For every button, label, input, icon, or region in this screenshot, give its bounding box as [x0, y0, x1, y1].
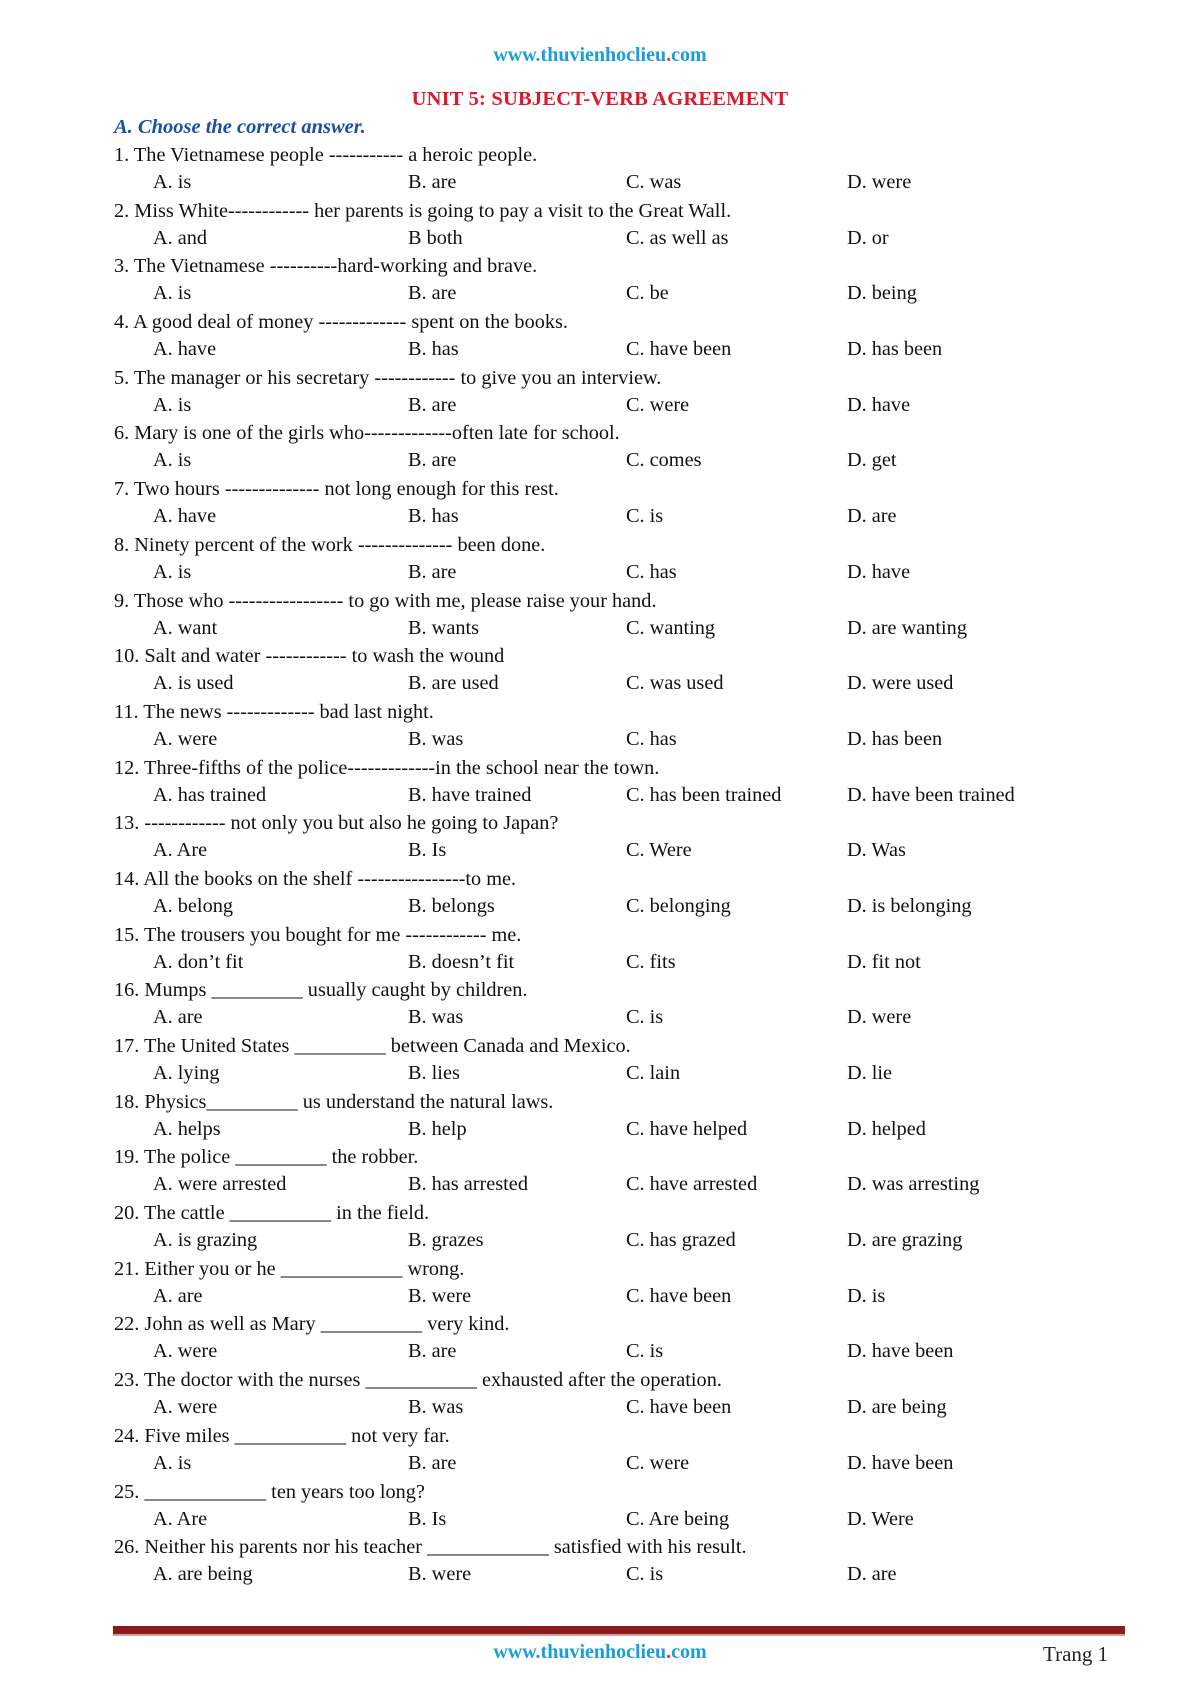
question-item — [114, 643, 1064, 699]
answer-options — [114, 893, 1064, 920]
answer-options — [114, 169, 1064, 196]
option-b: B. have trained — [408, 783, 532, 806]
question-item — [114, 142, 1064, 198]
option-b: B. Is — [408, 839, 447, 862]
option-b: B. lies — [408, 1062, 460, 1084]
option-a: A. Are — [153, 839, 208, 862]
option-d: D. has been — [847, 338, 943, 361]
option-c: C. lain — [626, 1062, 681, 1084]
option-b: B. wants — [408, 616, 479, 639]
question-item — [114, 1479, 1064, 1535]
option-a: A. and — [153, 226, 208, 249]
option-d: D. fit not — [847, 950, 921, 973]
option-d: D. are — [847, 505, 897, 528]
option-b: B. grazes — [408, 1229, 484, 1252]
option-c: C. was used — [626, 672, 724, 695]
question-stem: 14. All the books on the shelf ----------------to me. — [114, 867, 517, 890]
option-d: D. Was — [847, 839, 906, 862]
option-a: A. want — [153, 616, 218, 639]
question-stem: 23. The doctor with the nurses ___________ exhausted after the operation. — [114, 1369, 722, 1392]
option-c: C. have been — [626, 1284, 732, 1307]
answer-options — [114, 1394, 1064, 1421]
option-c: C. is — [626, 505, 664, 528]
question-item — [114, 532, 1064, 588]
option-c: C. were — [626, 393, 690, 416]
question-stem: 10. Salt and water ------------ to wash the wound — [114, 645, 505, 668]
option-a: A. is — [153, 393, 192, 416]
option-c: C. is — [626, 1006, 664, 1029]
option-c: C. have arrested — [626, 1173, 758, 1196]
option-d: D. is belonging — [847, 894, 972, 917]
option-a: A. were arrested — [153, 1173, 287, 1196]
question-stem: 6. Mary is one of the girls who-------------often late for school. — [114, 422, 620, 445]
option-c: C. has grazed — [626, 1229, 736, 1252]
answer-options — [114, 225, 1064, 252]
section-title: A. Choose the correct answer. — [114, 116, 366, 138]
option-c: C. fits — [626, 950, 676, 973]
option-c: C. is — [626, 1563, 664, 1586]
option-d: D. were — [847, 1006, 912, 1029]
question-stem: 7. Two hours -------------- not long enough for this rest. — [114, 478, 559, 501]
header-site-tld: com — [671, 44, 707, 66]
option-d: D. have — [847, 393, 911, 416]
option-d: D. are grazing — [847, 1229, 963, 1252]
option-a: A. were — [153, 727, 218, 750]
option-a: A. is grazing — [153, 1229, 258, 1252]
question-item — [114, 588, 1064, 644]
footer-site-dot: . — [666, 1641, 672, 1663]
option-b: B. are — [408, 282, 457, 305]
question-stem: 20. The cattle __________ in the field. — [114, 1202, 430, 1225]
option-a: A. is — [153, 560, 192, 583]
option-a: A. don’t fit — [153, 950, 244, 973]
answer-options — [114, 392, 1064, 419]
option-c: C. Were — [626, 839, 692, 862]
option-d: D. lie — [847, 1062, 893, 1084]
footer-site-main: www.thuvienhoclieu — [493, 1641, 667, 1663]
question-stem: 17. The United States _________ between Canada and Mexico. — [114, 1035, 631, 1057]
question-item — [114, 699, 1064, 755]
question-item — [114, 1534, 1064, 1590]
header-site-dot: . — [666, 44, 672, 66]
answer-options — [114, 1561, 1064, 1588]
option-b: B. are — [408, 1451, 457, 1474]
option-d: D. is — [847, 1284, 886, 1307]
option-a: A. were — [153, 1340, 218, 1363]
option-b: B. are — [408, 171, 457, 193]
option-c: C. Are being — [626, 1507, 730, 1530]
question-list — [114, 142, 1064, 1590]
question-stem: 8. Ninety percent of the work -------------- been done. — [114, 533, 546, 556]
question-stem: 13. ------------ not only you but also he going to Japan? — [114, 812, 559, 835]
question-stem: 15. The trousers you bought for me ------------ me. — [114, 923, 522, 946]
option-c: C. has — [626, 727, 677, 750]
answer-options — [114, 1450, 1064, 1477]
option-d: D. have been — [847, 1451, 954, 1474]
option-c: C. belonging — [626, 894, 731, 917]
answer-options — [114, 1227, 1064, 1254]
question-stem: 22. John as well as Mary __________ very kind. — [114, 1313, 510, 1336]
option-c: C. have helped — [626, 1117, 748, 1140]
question-stem: 25. ____________ ten years too long? — [114, 1480, 425, 1503]
answer-options — [114, 726, 1064, 753]
question-stem: 12. Three-fifths of the police-------------in the school near the town. — [114, 756, 660, 779]
option-c: C. comes — [626, 449, 702, 472]
option-d: D. were — [847, 171, 912, 193]
option-b: B. has arrested — [408, 1173, 528, 1196]
question-stem: 5. The manager or his secretary ------------ to give you an interview. — [114, 366, 662, 389]
option-b: B. belongs — [408, 894, 495, 917]
option-d: D. has been — [847, 727, 943, 750]
question-stem: 21. Either you or he ____________ wrong. — [114, 1257, 465, 1280]
answer-options — [114, 1506, 1064, 1533]
question-stem: 4. A good deal of money ------------- spent on the books. — [114, 311, 568, 334]
option-d: D. were used — [847, 672, 954, 695]
option-a: A. were — [153, 1396, 218, 1419]
option-a: A. has trained — [153, 783, 267, 806]
question-stem: 24. Five miles ___________ not very far. — [114, 1424, 450, 1447]
option-d: D. have — [847, 560, 911, 583]
answer-options — [114, 280, 1064, 307]
option-a: A. is — [153, 171, 192, 193]
option-a: A. lying — [153, 1062, 220, 1084]
option-a: A. helps — [153, 1117, 221, 1140]
option-b: B. was — [408, 727, 464, 750]
footer-site-tld: com — [671, 1641, 707, 1663]
option-d: D. are — [847, 1563, 897, 1586]
question-item — [114, 1311, 1064, 1367]
question-item — [114, 198, 1064, 254]
footer-divider — [113, 1626, 1125, 1636]
option-a: A. have — [153, 338, 217, 361]
option-c: C. has been trained — [626, 783, 782, 806]
question-item — [114, 1144, 1064, 1200]
question-item — [114, 309, 1064, 365]
question-item — [114, 253, 1064, 309]
question-stem: 9. Those who ----------------- to go with me, please raise your hand. — [114, 589, 657, 612]
answer-options — [114, 503, 1064, 530]
page-number: Trang 1 — [1043, 1642, 1109, 1666]
option-d: D. Were — [847, 1507, 914, 1530]
answer-options — [114, 615, 1064, 642]
question-item — [114, 1200, 1064, 1256]
option-b: B. are — [408, 1340, 457, 1363]
question-stem: 16. Mumps _________ usually caught by children. — [114, 979, 528, 1002]
option-c: C. were — [626, 1451, 690, 1474]
question-stem: 19. The police _________ the robber. — [114, 1146, 419, 1169]
answer-options — [114, 1116, 1064, 1143]
option-d: D. have been — [847, 1340, 954, 1363]
option-b: B. has — [408, 505, 459, 528]
option-d: D. have been trained — [847, 783, 1015, 806]
option-d: D. get — [847, 449, 897, 472]
question-stem: 3. The Vietnamese ----------hard-working and brave. — [114, 255, 538, 278]
option-a: A. Are — [153, 1507, 208, 1530]
header-site-link[interactable] — [0, 44, 1200, 67]
question-item — [114, 1089, 1064, 1145]
answer-options — [114, 559, 1064, 586]
option-a: A. are being — [153, 1563, 253, 1586]
option-a: A. is — [153, 1451, 192, 1474]
unit-title: UNIT 5: SUBJECT-VERB AGREEMENT — [411, 88, 789, 110]
option-a: A. are — [153, 1006, 203, 1029]
question-item — [114, 922, 1064, 978]
option-b: B. are used — [408, 672, 499, 695]
option-c: C. as well as — [626, 226, 729, 249]
question-item — [114, 365, 1064, 421]
answer-options — [114, 1171, 1064, 1198]
option-b: B. Is — [408, 1507, 447, 1530]
question-stem: 2. Miss White------------ her parents is going to pay a visit to the Great Wall. — [114, 199, 732, 222]
option-c: C. has — [626, 560, 677, 583]
option-b: B both — [408, 226, 463, 249]
question-stem: 26. Neither his parents nor his teacher ____________ satisfied with his result. — [114, 1536, 747, 1559]
option-c: C. was — [626, 171, 682, 193]
question-item — [114, 1256, 1064, 1312]
question-stem: 11. The news ------------- bad last night. — [114, 700, 434, 723]
question-item — [114, 1423, 1064, 1479]
option-a: A. is — [153, 282, 192, 305]
option-b: B. help — [408, 1117, 467, 1140]
question-stem: 18. Physics_________ us understand the natural laws. — [114, 1090, 554, 1113]
answer-options — [114, 670, 1064, 697]
option-a: A. belong — [153, 894, 233, 917]
option-d: D. helped — [847, 1117, 926, 1140]
answer-options — [114, 782, 1064, 809]
answer-options — [114, 336, 1064, 363]
option-a: A. is — [153, 449, 192, 472]
question-item — [114, 1367, 1064, 1423]
answer-options — [114, 1060, 1064, 1087]
option-c: C. have been — [626, 338, 732, 361]
answer-options — [114, 1338, 1064, 1365]
answer-options — [114, 949, 1064, 976]
answer-options — [114, 1004, 1064, 1031]
option-a: A. are — [153, 1284, 203, 1307]
option-c: C. be — [626, 282, 669, 305]
option-d: D. or — [847, 226, 889, 249]
option-b: B. were — [408, 1284, 472, 1307]
header-site-main: www.thuvienhoclieu — [493, 44, 667, 66]
footer-site-link[interactable] — [0, 1641, 1200, 1664]
question-item — [114, 810, 1064, 866]
option-b: B. are — [408, 449, 457, 472]
option-a: A. have — [153, 505, 217, 528]
option-b: B. has — [408, 338, 459, 361]
question-item — [114, 420, 1064, 476]
question-item — [114, 476, 1064, 532]
option-b: B. was — [408, 1006, 464, 1029]
answer-options — [114, 837, 1064, 864]
option-c: C. is — [626, 1340, 664, 1363]
option-b: B. doesn’t fit — [408, 950, 515, 973]
question-item — [114, 755, 1064, 811]
option-d: D. being — [847, 282, 917, 305]
option-b: B. are — [408, 393, 457, 416]
option-b: B. are — [408, 560, 457, 583]
option-d: D. was arresting — [847, 1173, 980, 1196]
option-c: C. have been — [626, 1396, 732, 1419]
question-stem: 1. The Vietnamese people ----------- a heroic people. — [114, 144, 538, 166]
option-b: B. were — [408, 1563, 472, 1586]
option-a: A. is used — [153, 672, 234, 695]
question-item — [114, 977, 1064, 1033]
question-item — [114, 866, 1064, 922]
answer-options — [114, 447, 1064, 474]
option-d: D. are wanting — [847, 616, 967, 639]
option-d: D. are being — [847, 1396, 947, 1419]
option-c: C. wanting — [626, 616, 716, 639]
question-item — [114, 1033, 1064, 1089]
option-b: B. was — [408, 1396, 464, 1419]
answer-options — [114, 1283, 1064, 1310]
